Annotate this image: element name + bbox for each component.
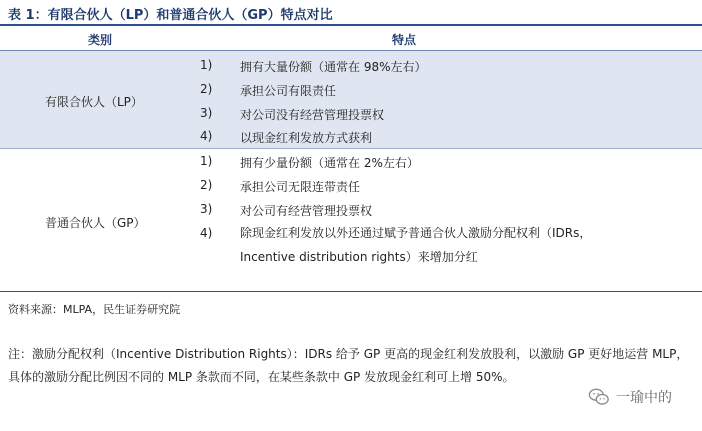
- lp-item-num: 2): [200, 82, 213, 96]
- gp-item-num: 1): [200, 154, 213, 168]
- bottom-rule: [0, 291, 702, 292]
- lp-item-num: 1): [200, 58, 213, 72]
- header-category: 类别: [88, 33, 113, 47]
- lp-item-text: 对公司没有经营管理投票权: [240, 108, 385, 122]
- row-divider: [0, 148, 702, 149]
- gp-item-text: 对公司有经营管理投票权: [240, 204, 373, 218]
- lp-item-text: 以现金红利发放方式获利: [240, 131, 373, 145]
- gp-item-num: 4): [200, 226, 213, 240]
- watermark: [588, 386, 672, 408]
- wechat-icon: [588, 386, 610, 408]
- gp-item-num: 3): [200, 202, 213, 216]
- lp-item-num: 3): [200, 106, 213, 120]
- lp-item-text: 承担公司有限责任: [240, 84, 337, 98]
- gp-item-text: 承担公司无限连带责任: [240, 180, 361, 194]
- footnote: 注：激励分配权利（Incentive Distribution Rights）：IDRs 给予 GP 更高的现金红利发放股利，以激励 GP 更好地运营 MLP，具体的激励分配比例因不同的 MLP 条款而不同，在某些条款中 GP 发放现金红利可上增 50%。: [8, 347, 689, 384]
- gp-item-text: 除现金红利发放以外还通过赋予普通合伙人激励分配权利（IDRs，Incentive distribution rights）来增加分红: [240, 226, 592, 264]
- gp-item-num: 2): [200, 178, 213, 192]
- lp-item-text: 拥有大量份额（通常在 98%左右）: [240, 60, 427, 74]
- table-title: 表 1：有限合伙人（LP）和普通合伙人（GP）特点对比: [8, 8, 333, 23]
- source-note: 资料来源：MLPA，民生证券研究院: [8, 303, 181, 316]
- row-name-gp: 普通合伙人（GP）: [45, 216, 146, 230]
- gp-item-text: 拥有少量份额（通常在 2%左右）: [240, 156, 419, 170]
- header-features: 特点: [392, 33, 417, 47]
- row-name-lp: 有限合伙人（LP）: [45, 95, 143, 109]
- watermark-text: 一瑜中的: [616, 390, 672, 406]
- lp-item-num: 4): [200, 129, 213, 143]
- top-rule: [0, 24, 702, 26]
